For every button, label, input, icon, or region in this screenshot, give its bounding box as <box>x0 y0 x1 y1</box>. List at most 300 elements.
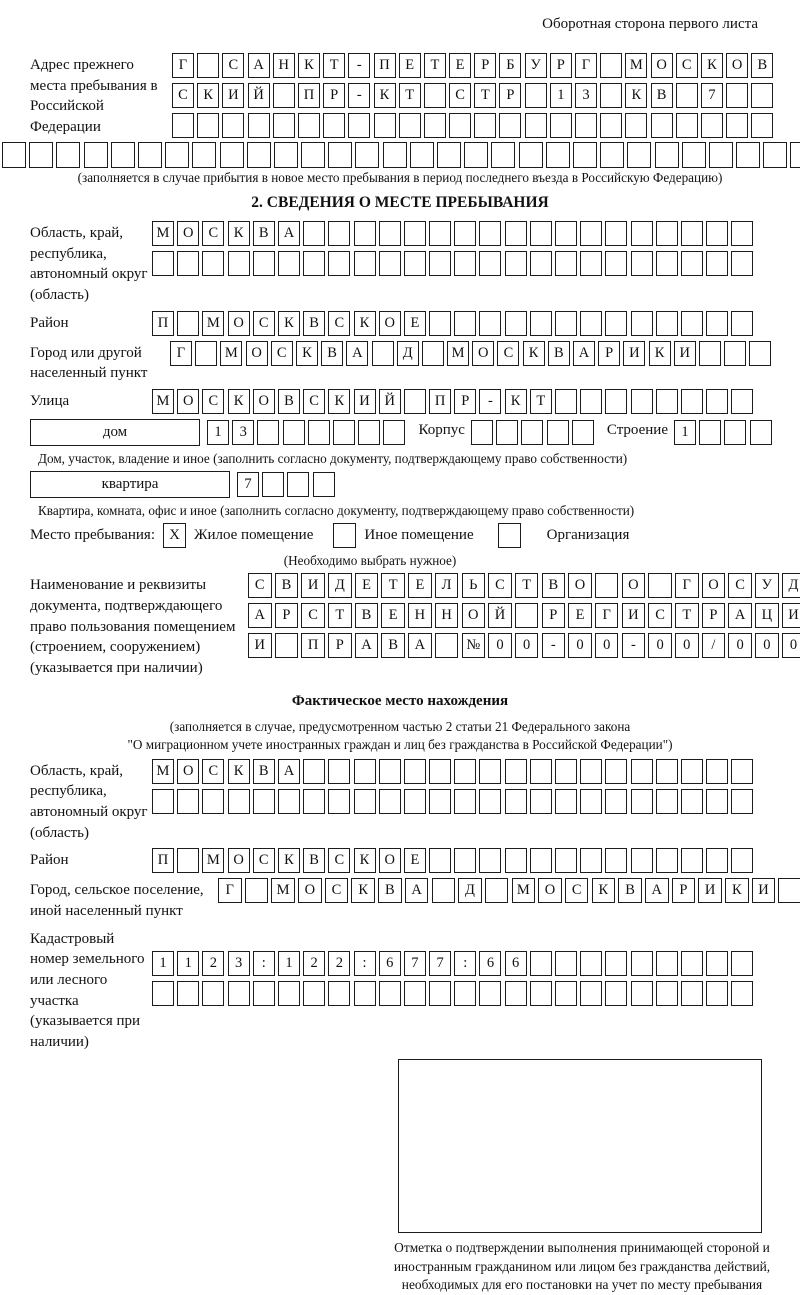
char-cell: С <box>253 848 275 873</box>
char-cell: : <box>354 951 376 976</box>
char-cell <box>202 251 224 276</box>
char-cell: 1 <box>152 951 174 976</box>
char-cell <box>429 848 451 873</box>
actual-region-block <box>30 759 770 844</box>
char-cell <box>731 951 753 976</box>
char-cell <box>429 981 451 1006</box>
street-cells <box>152 389 757 414</box>
page-side-note: Оборотная сторона первого листа <box>542 16 758 32</box>
char-cell <box>605 981 627 1006</box>
char-cell: К <box>592 878 616 903</box>
char-cell <box>555 389 577 414</box>
char-cell: Р <box>550 53 572 78</box>
char-cell <box>731 221 753 246</box>
char-cell: Д <box>782 573 800 598</box>
char-cell <box>600 83 622 108</box>
char-cell <box>681 311 703 336</box>
char-cell <box>328 789 350 814</box>
char-cell <box>177 311 199 336</box>
char-cell: - <box>542 633 566 658</box>
char-cell <box>429 251 451 276</box>
char-cell <box>278 789 300 814</box>
city-label: Город или другой населенный пункт <box>30 344 148 382</box>
char-cell <box>313 472 335 497</box>
char-cell: Р <box>474 53 496 78</box>
char-cell <box>631 789 653 814</box>
char-cell: Г <box>218 878 242 903</box>
char-cell: К <box>374 83 396 108</box>
char-cell: К <box>228 221 250 246</box>
char-cell: 0 <box>782 633 800 658</box>
char-cell <box>253 251 275 276</box>
char-cell <box>525 83 547 108</box>
char-cell: : <box>253 951 275 976</box>
char-cell <box>651 113 673 138</box>
char-cell: Н <box>435 603 459 628</box>
char-cell <box>328 251 350 276</box>
char-cell: 0 <box>595 633 619 658</box>
char-cell <box>479 981 501 1006</box>
actual-district-block <box>30 848 770 873</box>
district-block <box>30 311 770 336</box>
document-block <box>30 573 799 678</box>
char-cell: Т <box>424 53 446 78</box>
char-cell <box>580 251 602 276</box>
char-cell <box>354 981 376 1006</box>
char-cell <box>763 142 787 168</box>
char-cell <box>530 848 552 873</box>
char-cell <box>379 221 401 246</box>
char-cell <box>278 981 300 1006</box>
char-cell: 0 <box>728 633 752 658</box>
char-cell <box>248 113 270 138</box>
char-cell: К <box>278 311 300 336</box>
char-cell: М <box>152 389 174 414</box>
cadastral-block <box>30 927 770 1053</box>
char-cell <box>724 420 746 445</box>
char-cell <box>152 981 174 1006</box>
char-cell <box>410 142 434 168</box>
char-cell: Л <box>435 573 459 598</box>
char-cell <box>2 142 26 168</box>
char-cell <box>253 789 275 814</box>
prev-address-row-1 <box>172 53 777 78</box>
char-cell: Й <box>248 83 270 108</box>
char-cell <box>605 311 627 336</box>
region-label: Область, край, республика, автономный округ (область) <box>30 225 148 304</box>
char-cell <box>422 341 444 366</box>
char-cell: И <box>248 633 272 658</box>
char-cell: И <box>782 603 800 628</box>
char-cell <box>731 311 753 336</box>
char-cell: И <box>301 573 325 598</box>
korpus-label: Корпус <box>418 422 465 439</box>
cadastral-row-1 <box>152 951 757 976</box>
char-cell: 6 <box>379 951 401 976</box>
char-cell: И <box>698 878 722 903</box>
char-cell: В <box>381 633 405 658</box>
char-cell: К <box>701 53 723 78</box>
char-cell <box>656 221 678 246</box>
char-cell: Р <box>598 341 620 366</box>
char-cell <box>731 251 753 276</box>
char-cell <box>706 389 728 414</box>
char-cell <box>111 142 135 168</box>
korpus-cells <box>471 419 597 445</box>
char-cell <box>580 951 602 976</box>
char-cell: 2 <box>303 951 325 976</box>
char-cell <box>731 389 753 414</box>
char-cell: - <box>348 83 370 108</box>
char-cell <box>631 221 653 246</box>
char-cell <box>454 251 476 276</box>
char-cell: 7 <box>429 951 451 976</box>
char-cell: О <box>177 389 199 414</box>
stroenie-cells <box>674 419 775 445</box>
char-cell: О <box>472 341 494 366</box>
char-cell: О <box>462 603 486 628</box>
actual-location-title: Фактическое место нахождения <box>291 692 509 709</box>
char-cell: С <box>565 878 589 903</box>
char-cell <box>301 142 325 168</box>
char-cell <box>751 83 773 108</box>
char-cell <box>530 789 552 814</box>
char-cell: С <box>271 341 293 366</box>
char-cell <box>303 789 325 814</box>
char-cell: О <box>298 878 322 903</box>
char-cell <box>572 420 594 445</box>
char-cell <box>726 113 748 138</box>
char-cell <box>429 221 451 246</box>
char-cell: 3 <box>575 83 597 108</box>
char-cell <box>706 759 728 784</box>
char-cell: М <box>152 221 174 246</box>
char-cell <box>474 113 496 138</box>
char-cell <box>379 759 401 784</box>
char-cell: А <box>728 603 752 628</box>
char-cell: О <box>177 221 199 246</box>
char-cell <box>681 251 703 276</box>
char-cell <box>706 311 728 336</box>
char-cell <box>731 848 753 873</box>
char-cell <box>530 311 552 336</box>
char-cell: С <box>328 848 350 873</box>
char-cell <box>706 951 728 976</box>
char-cell: О <box>622 573 646 598</box>
char-cell <box>303 251 325 276</box>
char-cell: С <box>222 53 244 78</box>
char-cell: О <box>379 848 401 873</box>
char-cell: 3 <box>232 420 254 445</box>
char-cell <box>555 789 577 814</box>
prev-address-note: (заполняется в случае прибытия в новое место пребывания в период последнего въезда в Российскую Федерацию) <box>77 170 723 185</box>
char-cell: В <box>751 53 773 78</box>
char-cell <box>555 848 577 873</box>
char-cell: И <box>354 389 376 414</box>
char-cell: О <box>246 341 268 366</box>
char-cell: - <box>622 633 646 658</box>
char-cell: К <box>228 389 250 414</box>
char-cell: Р <box>702 603 726 628</box>
char-cell <box>699 341 721 366</box>
char-cell <box>138 142 162 168</box>
char-cell: 7 <box>237 472 259 497</box>
char-cell: С <box>676 53 698 78</box>
char-cell <box>515 603 539 628</box>
char-cell <box>222 113 244 138</box>
char-cell: 1 <box>278 951 300 976</box>
char-cell <box>656 789 678 814</box>
char-cell: А <box>405 878 429 903</box>
char-cell: Т <box>675 603 699 628</box>
char-cell: Г <box>575 53 597 78</box>
char-cell <box>555 221 577 246</box>
char-cell: 1 <box>674 420 696 445</box>
char-cell <box>580 311 602 336</box>
char-cell <box>631 311 653 336</box>
char-cell: К <box>523 341 545 366</box>
char-cell <box>429 789 451 814</box>
char-cell <box>724 341 746 366</box>
char-cell: Й <box>488 603 512 628</box>
actual-region-row-1 <box>152 759 757 784</box>
char-cell <box>278 251 300 276</box>
actual-region-label: Область, край, республика, автономный округ (область) <box>30 762 148 841</box>
street-block <box>30 389 770 414</box>
char-cell <box>404 251 426 276</box>
actual-city-cells <box>218 878 800 903</box>
char-cell: К <box>197 83 219 108</box>
organization-label: Организация <box>546 527 630 544</box>
char-cell <box>165 142 189 168</box>
char-cell: / <box>702 633 726 658</box>
char-cell: Е <box>404 848 426 873</box>
char-cell: П <box>429 389 451 414</box>
char-cell <box>580 789 602 814</box>
char-cell <box>308 420 330 445</box>
char-cell <box>656 311 678 336</box>
char-cell <box>699 420 721 445</box>
char-cell: А <box>278 759 300 784</box>
char-cell <box>404 759 426 784</box>
char-cell <box>197 113 219 138</box>
char-cell <box>731 759 753 784</box>
char-cell: С <box>253 311 275 336</box>
char-cell <box>379 981 401 1006</box>
char-cell: В <box>651 83 673 108</box>
prev-address-row-4 <box>2 142 770 168</box>
char-cell: А <box>645 878 669 903</box>
char-cell: Р <box>275 603 299 628</box>
char-cell <box>228 789 250 814</box>
char-cell: К <box>228 759 250 784</box>
char-cell <box>580 848 602 873</box>
char-cell <box>274 142 298 168</box>
char-cell <box>354 251 376 276</box>
char-cell: О <box>253 389 275 414</box>
char-cell <box>192 142 216 168</box>
char-cell <box>29 142 53 168</box>
char-cell: В <box>253 759 275 784</box>
char-cell <box>273 113 295 138</box>
char-cell <box>485 878 509 903</box>
char-cell <box>177 981 199 1006</box>
char-cell: Р <box>454 389 476 414</box>
char-cell <box>479 789 501 814</box>
char-cell <box>521 420 543 445</box>
char-cell: О <box>228 848 250 873</box>
char-cell: В <box>278 389 300 414</box>
char-cell: В <box>303 311 325 336</box>
char-cell <box>348 113 370 138</box>
house-box: дом <box>30 419 200 446</box>
char-cell <box>228 981 250 1006</box>
char-cell <box>454 759 476 784</box>
char-cell: 0 <box>515 633 539 658</box>
char-cell: В <box>618 878 642 903</box>
char-cell <box>546 142 570 168</box>
char-cell: В <box>253 221 275 246</box>
char-cell <box>631 251 653 276</box>
char-cell <box>479 311 501 336</box>
char-cell: 0 <box>568 633 592 658</box>
char-cell <box>605 759 627 784</box>
actual-city-block <box>30 878 770 921</box>
char-cell <box>197 53 219 78</box>
place-type-block <box>30 523 770 548</box>
char-cell: 0 <box>488 633 512 658</box>
char-cell <box>530 221 552 246</box>
char-cell <box>656 389 678 414</box>
char-cell: Т <box>399 83 421 108</box>
char-cell: К <box>354 848 376 873</box>
char-cell <box>627 142 651 168</box>
char-cell <box>479 251 501 276</box>
char-cell: 2 <box>328 951 350 976</box>
char-cell <box>631 981 653 1006</box>
city-cells <box>170 341 775 366</box>
char-cell <box>682 142 706 168</box>
document-row-1 <box>248 573 800 598</box>
char-cell: К <box>278 848 300 873</box>
char-cell <box>333 420 355 445</box>
char-cell <box>432 878 456 903</box>
char-cell: Е <box>404 311 426 336</box>
char-cell: В <box>542 573 566 598</box>
char-cell: А <box>408 633 432 658</box>
char-cell <box>471 420 493 445</box>
actual-location-note-1: (заполняется в случае, предусмотренном частью 2 статьи 21 Федерального закона <box>169 718 631 734</box>
char-cell <box>437 142 461 168</box>
char-cell <box>454 981 476 1006</box>
char-cell <box>56 142 80 168</box>
char-cell: М <box>202 848 224 873</box>
stroenie-label: Строение <box>606 422 668 439</box>
char-cell <box>491 142 515 168</box>
char-cell <box>555 311 577 336</box>
char-cell <box>681 848 703 873</box>
char-cell <box>600 113 622 138</box>
char-cell: О <box>702 573 726 598</box>
registration-mark-caption: Отметка о подтверждении выполнения принимающей стороной и иностранным гражданином или лицом без гражданства действий, необходимых для его постановки на учет по месту пребывания <box>393 1239 771 1293</box>
char-cell <box>454 789 476 814</box>
cadastral-row-2 <box>152 981 757 1006</box>
char-cell: Е <box>355 573 379 598</box>
char-cell: С <box>328 311 350 336</box>
char-cell: 0 <box>675 633 699 658</box>
char-cell: В <box>275 573 299 598</box>
char-cell: С <box>488 573 512 598</box>
char-cell: Е <box>381 603 405 628</box>
registration-mark-box <box>398 1059 762 1233</box>
house-block <box>30 419 770 446</box>
actual-city-label: Город, сельское поселение, иной населенный пункт <box>30 882 204 919</box>
char-cell <box>706 981 728 1006</box>
char-cell: 6 <box>505 951 527 976</box>
house-cells <box>207 419 409 445</box>
char-cell <box>379 789 401 814</box>
char-cell: 2 <box>202 951 224 976</box>
char-cell <box>202 981 224 1006</box>
char-cell: С <box>497 341 519 366</box>
char-cell: : <box>454 951 476 976</box>
char-cell: К <box>625 83 647 108</box>
char-cell <box>550 113 572 138</box>
char-cell <box>656 951 678 976</box>
char-cell <box>555 759 577 784</box>
char-cell <box>530 251 552 276</box>
char-cell <box>379 251 401 276</box>
char-cell <box>736 142 760 168</box>
char-cell: А <box>573 341 595 366</box>
char-cell: С <box>172 83 194 108</box>
char-cell: М <box>220 341 242 366</box>
char-cell <box>731 789 753 814</box>
char-cell <box>303 981 325 1006</box>
char-cell <box>505 789 527 814</box>
char-cell <box>547 420 569 445</box>
char-cell <box>298 113 320 138</box>
district-label: Район <box>30 314 69 331</box>
place-type-note: (Необходимо выбрать нужное) <box>283 553 457 569</box>
residential-checkbox: X <box>163 523 186 548</box>
char-cell <box>247 142 271 168</box>
char-cell: С <box>303 389 325 414</box>
prev-address-grid <box>172 53 777 138</box>
char-cell <box>519 142 543 168</box>
char-cell <box>505 251 527 276</box>
document-label: Наименование и реквизиты документа, подтверждающего право пользования помещением (строением, сооружением) (указывается при наличии) <box>30 577 236 676</box>
char-cell <box>605 848 627 873</box>
char-cell <box>253 981 275 1006</box>
char-cell: И <box>674 341 696 366</box>
char-cell <box>454 221 476 246</box>
char-cell <box>749 341 771 366</box>
char-cell <box>681 389 703 414</box>
char-cell <box>355 142 379 168</box>
char-cell <box>631 848 653 873</box>
char-cell <box>479 221 501 246</box>
char-cell: А <box>248 53 270 78</box>
char-cell <box>479 848 501 873</box>
char-cell: К <box>296 341 318 366</box>
char-cell: О <box>228 311 250 336</box>
char-cell <box>525 113 547 138</box>
char-cell: В <box>321 341 343 366</box>
char-cell: С <box>648 603 672 628</box>
char-cell: К <box>328 389 350 414</box>
char-cell <box>580 981 602 1006</box>
